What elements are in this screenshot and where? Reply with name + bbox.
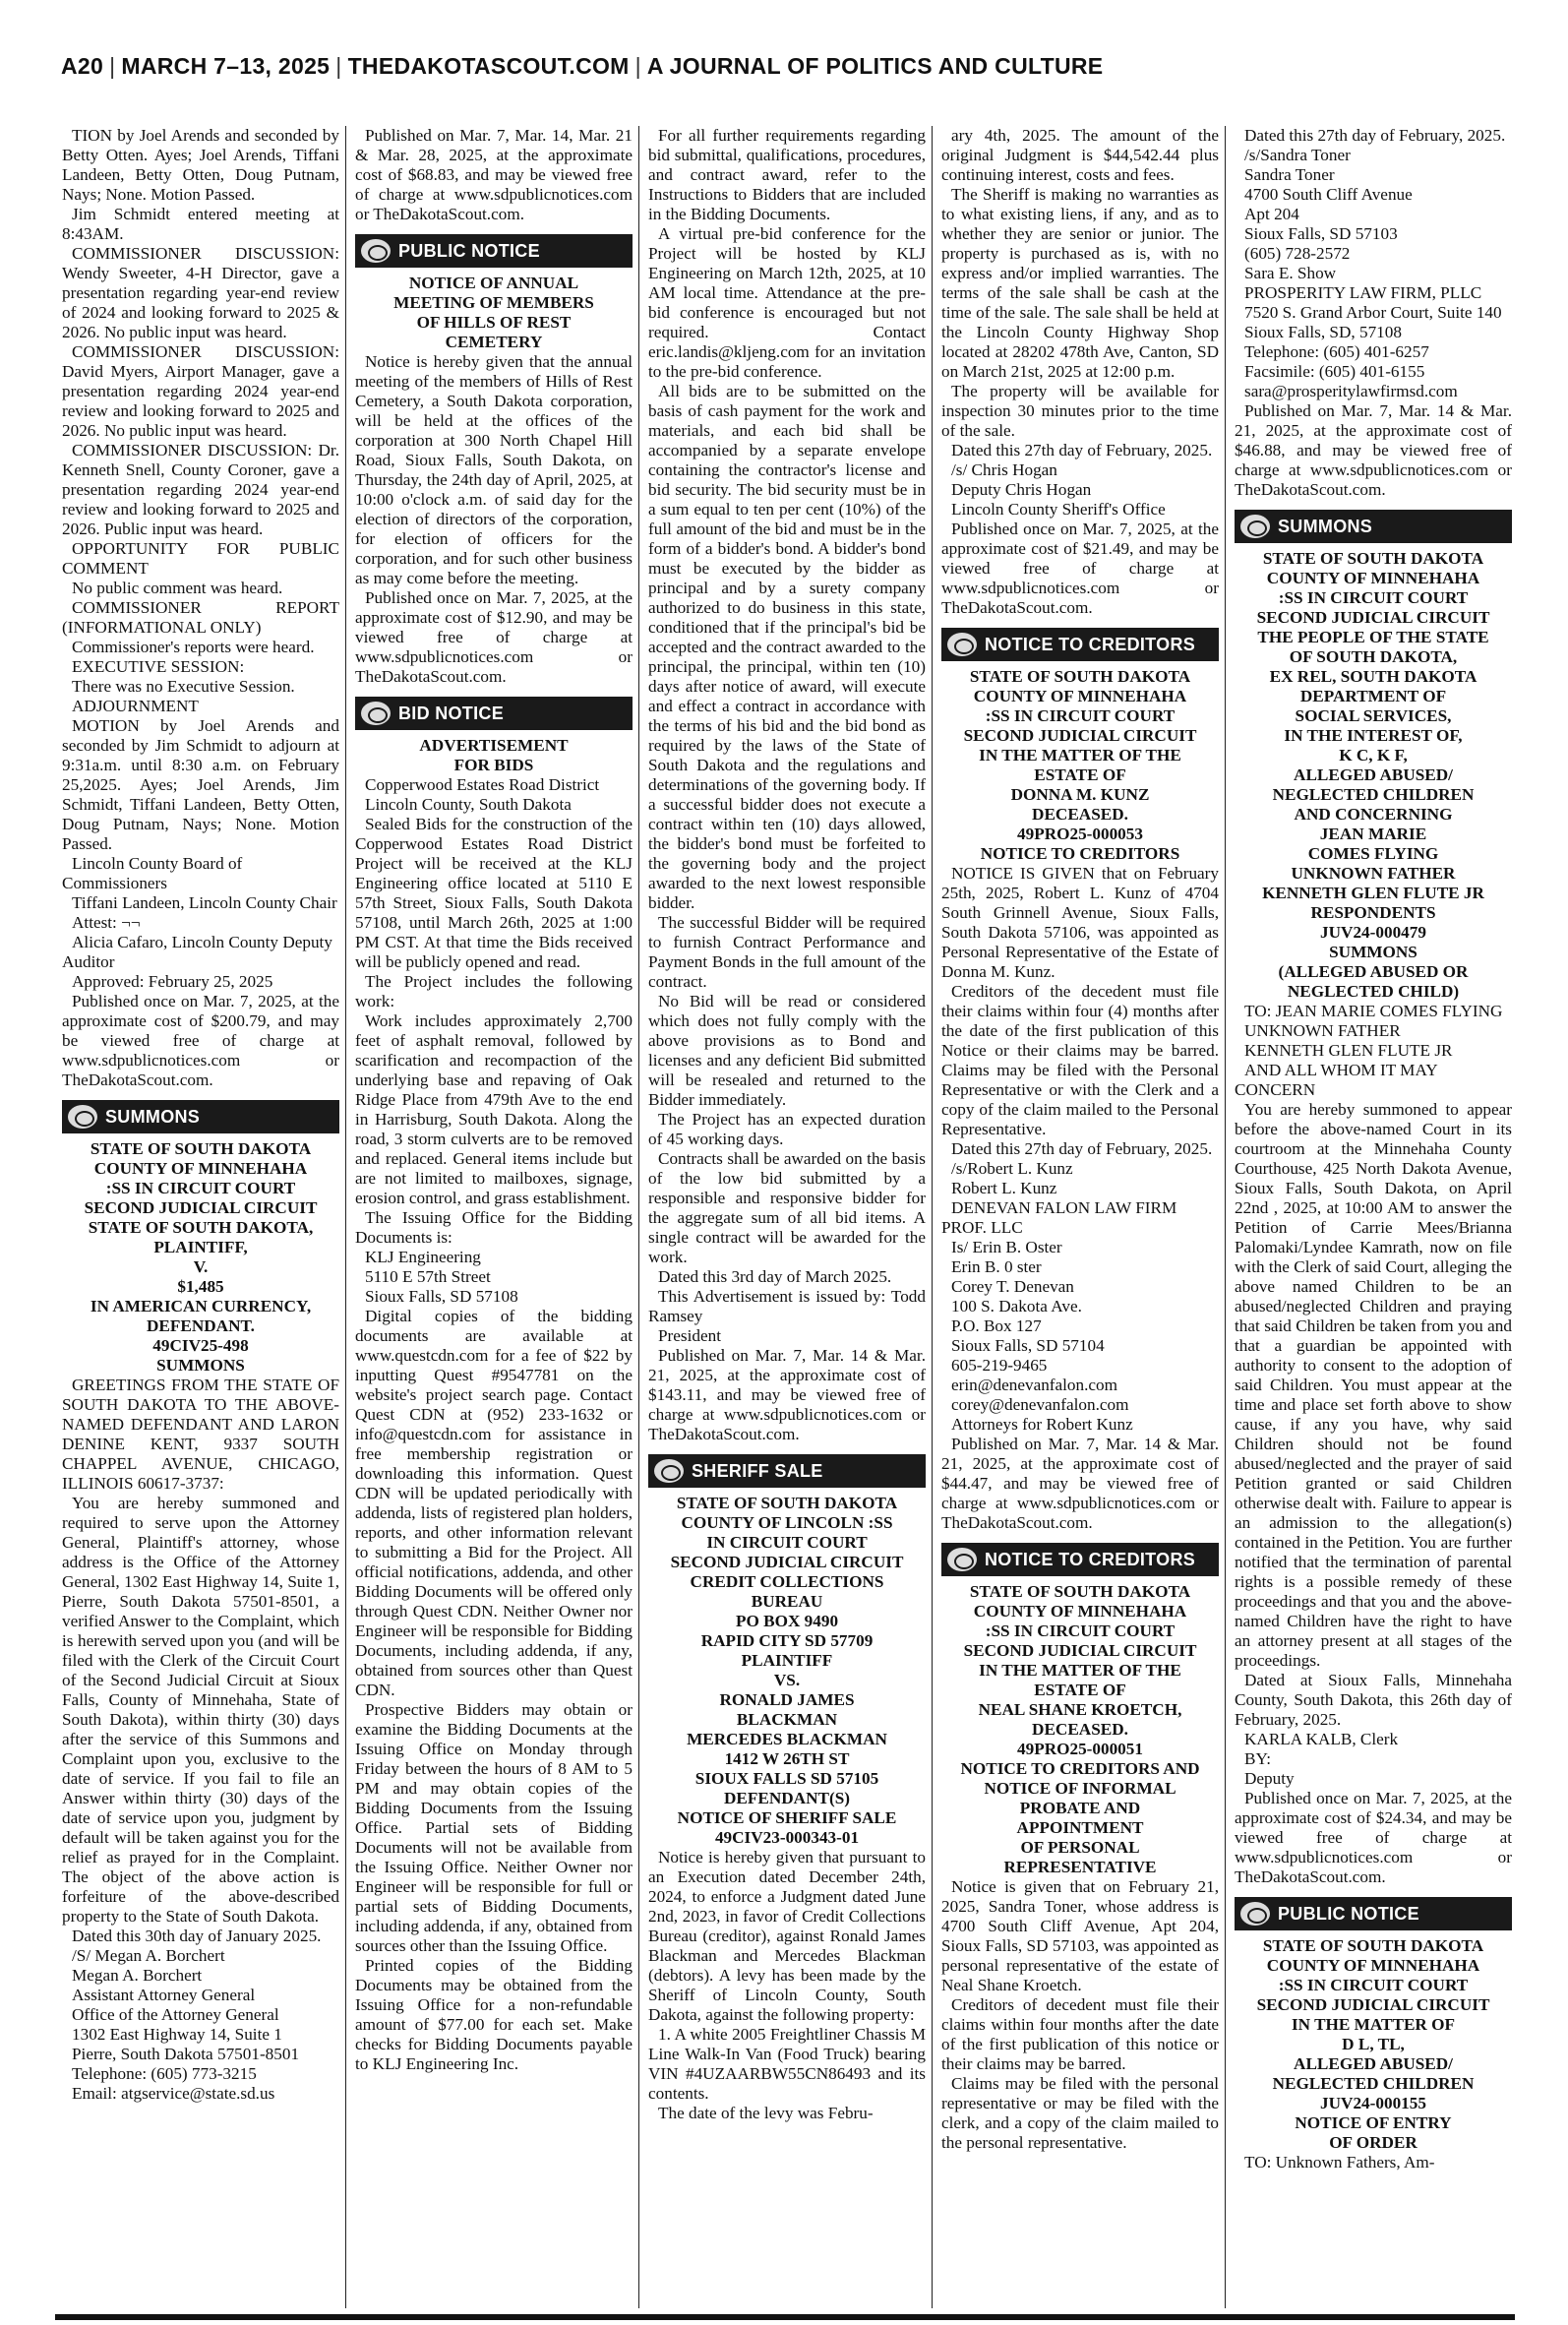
caption-line: SUMMONS [1329, 943, 1417, 961]
caption-line: STATE OF SOUTH DAKOTA [969, 667, 1191, 686]
caption-line: CREDIT COLLECTIONS [690, 1572, 884, 1591]
header-separator: | [634, 53, 641, 79]
caption-line: IN CIRCUIT COURT [706, 1533, 868, 1552]
notice-text: KENNETH GLEN FLUTE JR [1244, 1041, 1453, 1060]
caption-line: OF ORDER [1329, 2133, 1417, 2152]
notice-text: The Project has an expected duration of 45 working days. [648, 1110, 926, 1148]
caption-line: ALLEGED ABUSED/ [1294, 765, 1453, 784]
signature-line: /s/ Chris Hogan [951, 460, 1057, 479]
caption-line: MEETING OF MEMBERS [393, 293, 594, 312]
signature-line: Sandra Toner [1244, 165, 1335, 184]
address-line: Facsimile: (605) 401-6155 [1244, 362, 1425, 381]
caption-line: PROBATE AND [1019, 1799, 1141, 1817]
address-line: 100 S. Dakota Ave. [951, 1297, 1082, 1315]
notice-text: TO: Unknown Fathers, Am- [1244, 2153, 1435, 2172]
bottom-rule [55, 2314, 1515, 2320]
caption-line: NOTICE OF ANNUAL [408, 274, 579, 292]
notice-text: You are hereby summoned and required to serve upon the Attorney General, Plaintiff's attorney, whose address is the Office of the Attorney General, 1302 East Highway 14, Suite 1, Pierre, South Dakota 57501-8501, a verified Answer to the Complaint, which is herewith served upon you (and will be filed with the Clerk of the Circuit Court of the Second Judicial Circuit at Sioux Falls, County of Minnehaha, State of South Dakota), within thirty (30) days after the service of this Summons and Complaint upon you, exclusive to the date of service. If you fail to file an Answer within thirty (30) days of the date of service upon you, judgment by default will be taken against you for the relief as prayed for in the Complaint. The object of the above action is forfeiture of the above-described property to the State of South Dakota. [62, 1494, 339, 1926]
caption-line: OF PERSONAL [1020, 1838, 1140, 1857]
address-line: Sioux Falls, SD 57104 [951, 1336, 1105, 1355]
notice-text: Commissioner's reports were heard. [72, 638, 315, 656]
caption-line: :SS IN CIRCUIT COURT [1278, 588, 1469, 607]
notice-text: The property will be available for inspection 30 minutes prior to the time of the sale. [941, 382, 1219, 440]
notice-text: No public comment was heard. [72, 579, 283, 597]
caption-line: BUREAU [751, 1592, 823, 1611]
notice-text: ADJOURNMENT [72, 697, 199, 715]
caption-line: SECOND JUDICIAL CIRCUIT [84, 1198, 318, 1217]
notice-text: Tiffani Landeen, Lincoln County Chair [72, 893, 337, 912]
caption-line: NEGLECTED CHILDREN [1272, 785, 1475, 804]
caption-line: IN THE INTEREST OF, [1284, 726, 1463, 745]
notice-text: TO: JEAN MARIE COMES FLYING [1244, 1002, 1503, 1020]
caption-line: KENNETH GLEN FLUTE JR [1262, 884, 1484, 902]
section-title: PUBLIC NOTICE [1278, 1904, 1419, 1924]
notice-text: The date of the levy was Febru- [658, 2104, 874, 2122]
notice-text: GREETINGS FROM THE STATE OF SOUTH DAKOTA TO THE ABOVE-NAMED DEFENDANT AND LARON DENINE KENT, 9337 SOUTH CHAPPEL AVENUE, CHICAGO, ILLINOIS 60617-3737: [62, 1376, 339, 1493]
caption-line: IN THE MATTER OF THE [979, 1661, 1181, 1680]
notice-text: Dated this 27th day of February, 2025. [1244, 126, 1506, 145]
publication-note: Published on Mar. 7, Mar. 14, Mar. 21 & Mar. 28, 2025, at the approximate cost of $68.83, and may be viewed free of charge at www.sdpublicnotices.com or TheDakotaScout.com. [355, 126, 633, 223]
caption-line: COUNTY OF MINNEHAHA [973, 687, 1187, 705]
notice-text: Printed copies of the Bidding Documents may be obtained from the Issuing Office for a non-refundable amount of $77.00 for each set. Make checks for Bidding Documents payable to KLJ Engineering Inc. [355, 1956, 633, 2073]
caption-line: ALLEGED ABUSED/ [1294, 2054, 1453, 2073]
caption-line: CEMETERY [445, 333, 543, 351]
caption-line: :SS IN CIRCUIT COURT [985, 706, 1176, 725]
notice-text: Dated this 27th day of February, 2025. [951, 441, 1213, 459]
caption-line: APPOINTMENT [1016, 1818, 1144, 1837]
caption-line: IN AMERICAN CURRENCY, [90, 1297, 312, 1315]
notice-text: MOTION by Joel Arends and seconded by Jim Schmidt to adjourn at 9:31a.m. until 8:30 a.m. on February 25,2025. Ayes; Joel Arends, Jim Schmidt, Tiffani Landeen, Betty Otten, Doug Putnam, Nays; None. Motion Passed. [62, 716, 339, 853]
signature-line: Telephone: (605) 773-3215 [72, 2064, 257, 2083]
caption-line: NOTICE TO CREDITORS AND [960, 1759, 1200, 1778]
address-line: Sioux Falls, SD, 57108 [1244, 323, 1402, 341]
column-rule [345, 126, 346, 2308]
notice-text: Digital copies of the bidding documents are available at www.questcdn.com for a fee of $22 by inputting Quest #9547781 on the website's project search page. Contact Quest CDN at (952) 233-1632 or info@questcdn.com for assistance in free membership registration or downloading this information. Quest CDN will be updated periodically with addenda, lists of registered plan holders, reports, and other information relevant to submitting a Bid for the Project. All official notifications, addenda, and other Bidding Documents will be offered only through Quest CDN. Neither Owner nor Engineer will be responsible for Bidding Documents, including addenda, if any, obtained from sources other than Quest CDN. [355, 1307, 633, 1699]
caption-line: OF HILLS OF REST [416, 313, 572, 332]
notice-text: AND ALL WHOM IT MAY CONCERN [1235, 1061, 1438, 1099]
notice-text: No Bid will be read or considered which does not fully comply with the above provisions as to Bond and licenses and any deficient Bid submitted will be resealed and returned to the Bidder immediately. [648, 992, 926, 1109]
publication-note: Published once on Mar. 7, 2025, at the approximate cost of $24.34, and may be viewed free of charge at www.sdpublicnotices.com or TheDakotaScout.com. [1235, 1789, 1512, 1886]
publication-note: Published on Mar. 7, Mar. 14 & Mar. 21, 2025, at the approximate cost of $44.47, and may be viewed free of charge at www.sdpublicnotices.com or TheDakotaScout.com. [941, 1435, 1219, 1532]
publication-note: Published on Mar. 7, Mar. 14 & Mar. 21, 2025, at the approximate cost of $143.11, and may be viewed free of charge at www.sdpublicnotices.com or TheDakotaScout.com. [648, 1346, 926, 1443]
notice-text: COMMISSIONER DISCUSSION: Dr. Kenneth Snell, County Coroner, gave a presentation regarding 2024 year-end review and looking forward to 2025 and 2026. Public input was heard. [62, 441, 339, 538]
caption-line: V. [193, 1257, 209, 1276]
caption-line: STATE OF SOUTH DAKOTA, [88, 1218, 314, 1237]
caption-line: DECEASED. [1032, 805, 1128, 824]
address-line: Telephone: (605) 401-6257 [1244, 342, 1429, 361]
address-line: P.O. Box 127 [951, 1316, 1042, 1335]
page-header [61, 53, 1517, 87]
section-header-sheriff-sale [648, 1454, 926, 1488]
section-header-notice-to-creditors [941, 628, 1219, 661]
notice-text: Dated this 30th day of January 2025. [72, 1927, 322, 1945]
signature-line: 1302 East Highway 14, Suite 1 [72, 2025, 282, 2044]
caption-line: IN THE MATTER OF THE [979, 746, 1181, 765]
signature-line: Office of the Attorney General [72, 2005, 279, 2024]
signature-line: Deputy [1244, 1769, 1295, 1788]
signature-line: Pierre, South Dakota 57501-8501 [72, 2045, 300, 2063]
caption-line: BLACKMAN [736, 1710, 838, 1729]
notice-text: The successful Bidder will be required to furnish Contract Performance and Payment Bonds in the full amount of the contract. [648, 913, 926, 991]
caption-line: JEAN MARIE [1319, 825, 1427, 843]
signature-line: Lincoln County Sheriff's Office [951, 500, 1166, 519]
scout-logo-icon [1240, 1902, 1270, 1926]
caption-line: SECOND JUDICIAL CIRCUIT [1256, 608, 1490, 627]
caption-line: FOR BIDS [453, 756, 534, 774]
publication-note: Published once on Mar. 7, 2025, at the approximate cost of $200.79, and may be viewed free of charge at www.sdpublicnotices.com or TheDakotaScout.com. [62, 992, 339, 1089]
address-line: 7520 S. Grand Arbor Court, Suite 140 [1244, 303, 1502, 322]
column-4 [941, 126, 1219, 2312]
caption-line: EX REL, SOUTH DAKOTA [1269, 667, 1478, 686]
caption-line: :SS IN CIRCUIT COURT [1278, 1976, 1469, 1994]
notice-text: Approved: February 25, 2025 [72, 972, 273, 991]
signature-line: Is/ Erin B. Oster [951, 1238, 1062, 1256]
column-5 [1235, 126, 1512, 2312]
caption-line: JUV24-000479 [1320, 923, 1426, 942]
caption-line: 49PRO25-000051 [1017, 1740, 1143, 1758]
caption-line: SUMMONS [156, 1356, 245, 1375]
caption-line: THE PEOPLE OF THE STATE [1257, 628, 1489, 646]
address-line: sara@prosperitylawfirmsd.com [1244, 382, 1458, 400]
caption-line: SECOND JUDICIAL CIRCUIT [670, 1553, 904, 1571]
signature-line: Attorneys for Robert Kunz [951, 1415, 1133, 1434]
caption-line: STATE OF SOUTH DAKOTA [1262, 549, 1484, 568]
caption-line: STATE OF SOUTH DAKOTA [90, 1139, 312, 1158]
caption-line: 49PRO25-000053 [1017, 825, 1143, 843]
signature-line: /s/Sandra Toner [1244, 146, 1351, 164]
caption-line: VS. [773, 1671, 801, 1689]
caption-line: 49CIV23-000343-01 [714, 1828, 860, 1847]
notice-text: COMMISSIONER DISCUSSION: Wendy Sweeter, 4-H Director, gave a presentation regarding year-end review of 2024 and looking forward to 2025 & 2026. No public input was heard. [62, 244, 339, 341]
notice-text: UNKNOWN FATHER [1244, 1021, 1401, 1040]
notice-text: NOTICE IS GIVEN that on February 25th, 2025, Robert L. Kunz of 4704 South Grinnell Avenue, Sioux Falls, South Dakota 57106, was appointed as Personal Representative of the Estate of Donna M. Kunz. [941, 864, 1219, 981]
signature-line: DENEVAN FALON LAW FIRM PROF. LLC [941, 1198, 1177, 1237]
scout-logo-icon [1240, 515, 1270, 538]
section-header-summons [62, 1100, 339, 1133]
address-line: Apt 204 [1244, 205, 1299, 223]
notice-text: Creditors of the decedent must file their claims within four (4) months after the date of the first publication of this Notice or their claims may be barred. Claims may be filed with the Personal Representative or with the Clerk and a copy of the claim mailed to the Personal Representative. [941, 982, 1219, 1138]
caption-line: IN THE MATTER OF [1291, 2015, 1455, 2034]
caption-line: MERCEDES BLACKMAN [687, 1730, 887, 1748]
publication-note: Published once on Mar. 7, 2025, at the approximate cost of $21.49, and may be viewed free of charge at www.sdpublicnotices.com or TheDakotaScout.com. [941, 520, 1219, 617]
signature-line: Sara E. Show [1244, 264, 1337, 282]
caption-line: PLAINTIFF [741, 1651, 833, 1670]
notice-text: Sealed Bids for the construction of the Copperwood Estates Road District Project will be received at the KLJ Engineering office located at 5110 E 57th Street, Sioux Falls, South Dakota 57108, until March 26th, 2025 at 1:00 PM CST. At that time the Bids received will be publicly opened and read. [355, 815, 633, 971]
caption-line: AND CONCERNING [1294, 805, 1453, 824]
signature-line: Deputy Chris Hogan [951, 480, 1092, 499]
caption-line: NEGLECTED CHILDREN [1272, 2074, 1475, 2093]
caption-line: 1412 W 26TH ST [724, 1749, 850, 1768]
header-separator: | [109, 53, 116, 79]
notice-text: Notice is hereby given that the annual meeting of the members of Hills of Rest Cemetery, a South Dakota corporation, will be held at the offices of the corporation at 300 North Chapel Hill Road, Sioux Falls, South Dakota, on Thursday, the 24th day of April, 2025, at 10:00 o'clock a.m. of said day for the election of directors of the corporation, for election of officers for the corporation, and for such other business as may come before the meeting. [355, 352, 633, 587]
signature-line: Robert L. Kunz [951, 1179, 1057, 1197]
address-line: (605) 728-2572 [1244, 244, 1351, 263]
address-line: Sioux Falls, SD 57108 [365, 1287, 518, 1306]
caption-line: SOCIAL SERVICES, [1295, 706, 1452, 725]
notice-text: Contracts shall be awarded on the basis of the low bid submitted by a responsible and responsive bidder for the aggregate sum of all bid items. A single contract will be awarded for the work. [648, 1149, 926, 1266]
publication-note: Published on Mar. 7, Mar. 14 & Mar. 21, 2025, at the approximate cost of $46.88, and may be viewed free of charge at www.sdpublicnotices.com or TheDakotaScout.com. [1235, 401, 1512, 499]
caption-line: $1,485 [177, 1277, 224, 1296]
section-title: SHERIFF SALE [692, 1461, 823, 1481]
caption-line: PO BOX 9490 [735, 1612, 839, 1630]
notice-text: Claims may be filed with the personal representative or may be filed with the clerk, and a copy of the claim mailed to the personal representative. [941, 2074, 1219, 2152]
signature-line: Email: atgservice@state.sd.us [72, 2084, 275, 2103]
signature-line: Corey T. Denevan [951, 1277, 1074, 1296]
caption-line: DEFENDANT. [147, 1316, 255, 1335]
notice-text: Notice is given that on February 21, 2025, Sandra Toner, whose address is 4700 South Cliff Avenue, Apt 204, Sioux Falls, SD 57103, was appointed as personal representative of the estate of Neal Shane Kroetch. [941, 1877, 1219, 1994]
caption-line: SECOND JUDICIAL CIRCUIT [963, 726, 1197, 745]
issue-dates: MARCH 7–13, 2025 [121, 53, 331, 79]
column-rule [638, 126, 639, 2308]
caption-line: ESTATE OF [1034, 765, 1126, 784]
notice-text: TION by Joel Arends and seconded by Betty Otten. Ayes; Joel Arends, Tiffani Landeen, Betty Otten, Doug Putnam, Nays; None. Motion Passed. [62, 126, 339, 204]
caption-line: NOTICE OF INFORMAL [984, 1779, 1176, 1798]
caption-line: NOTICE OF ENTRY [1295, 2113, 1452, 2132]
column-2 [355, 126, 633, 2312]
scout-logo-icon [947, 633, 977, 656]
caption-line: COUNTY OF MINNEHAHA [1266, 1956, 1480, 1975]
caption-line: RESPONDENTS [1310, 903, 1436, 922]
address-line: 605-219-9465 [951, 1356, 1048, 1375]
caption-line: NOTICE OF SHERIFF SALE [677, 1808, 897, 1827]
address-line: KLJ Engineering [365, 1248, 481, 1266]
caption-line: STATE OF SOUTH DAKOTA [676, 1494, 898, 1512]
notice-text: The Project includes the following work: [355, 972, 633, 1010]
caption-line: 49CIV25-498 [152, 1336, 249, 1355]
scout-logo-icon [361, 239, 391, 263]
address-line: 4700 South Cliff Avenue [1244, 185, 1413, 204]
signature-line: KARLA KALB, Clerk [1244, 1730, 1399, 1748]
caption-line: (ALLEGED ABUSED OR [1278, 962, 1469, 981]
column-rule [932, 126, 933, 2308]
notice-text: This Advertisement is issued by: Todd Ramsey [648, 1287, 926, 1325]
caption-line: ESTATE OF [1034, 1681, 1126, 1699]
signature-line: Megan A. Borchert [72, 1966, 203, 1985]
notice-text: Copperwood Estates Road District [365, 775, 600, 794]
caption-line: :SS IN CIRCUIT COURT [105, 1179, 296, 1197]
column-1 [62, 126, 339, 2312]
notice-text: Dated this 3rd day of March 2025. [658, 1267, 892, 1286]
address-line: 5110 E 57th Street [365, 1267, 491, 1286]
caption-line: JUV24-000155 [1320, 2094, 1426, 2112]
notice-text: All bids are to be submitted on the basis of cash payment for the work and materials, and each bid shall be accompanied by a separate envelope containing the contractor's license and bid security. The bid security must be in a sum equal to ten per cent (10%) of the full amount of the bid and must be in the form of a bidder's bond. A bidder's bond must be executed by the bidder as principal and by a surety company authorized to do business in this state, conditioned that if the principal's bid be accepted and the contract awarded to the principal, the principal, within ten (10) days after notice of award, will execute and effect a contract in accordance with the terms of his bid and the bid bond as required by the laws of the State of South Dakota and the regulations and determinations of the governing body. If a successful bidder does not execute a contract within ten (10) days allowed, the bidder's bond must be forfeited to the governing body and the project awarded to the next lowest responsible bidder. [648, 382, 926, 912]
signature-line: PROSPERITY LAW FIRM, PLLC [1244, 283, 1482, 302]
caption-line: OF SOUTH DAKOTA, [1289, 647, 1458, 666]
notice-text: Attest: ¬¬ [72, 913, 141, 932]
caption-line: DECEASED. [1032, 1720, 1128, 1739]
notice-text: COMMISSIONER DISCUSSION: David Myers, Airport Manager, gave a presentation regarding 2024 year-end review and looking forward to 2025 and 2026. No public input was heard. [62, 342, 339, 440]
address-line: erin@denevanfalon.com [951, 1376, 1118, 1394]
notice-text: Dated at Sioux Falls, Minnehaha County, South Dakota, this 26th day of February, 2025. [1235, 1671, 1512, 1729]
notice-text: 1. A white 2005 Freightliner Chassis M Line Walk-In Van (Food Truck) bearing VIN #4UZAARBW55CN86493 and its contents. [648, 2025, 926, 2103]
caption-line: DEPARTMENT OF [1299, 687, 1447, 705]
caption-line: NEGLECTED CHILD) [1287, 982, 1460, 1001]
signature-line: Assistant Attorney General [72, 1986, 256, 2004]
notice-text: President [658, 1326, 721, 1345]
notice-text: Work includes approximately 2,700 feet of asphalt removal, followed by scarification and recompaction of the underlying base and repaving of Oak Ridge Place from 479th Ave to the end in Harrisburg, South Dakota. Along the road, 3 storm culverts are to be removed and replaced. General items include but are not limited to mailboxes, signage, erosion control, and grass establishment. [355, 1011, 633, 1207]
section-title: SUMMONS [105, 1107, 201, 1127]
notice-text: Lincoln County Board of Commissioners [62, 854, 243, 892]
column-3 [648, 126, 926, 2312]
notice-text: Notice is hereby given that pursuant to an Execution dated December 24th, 2024, to enforce a Judgment dated June 2nd, 2023, in favor of Credit Collections Bureau (creditor), against Ronald James Blackman and Mercedes Blackman (debtors). A levy has been made by the Sheriff of Lincoln County, South Dakota, against the following property: [648, 1848, 926, 2024]
caption-line: RONALD JAMES [719, 1690, 855, 1709]
scout-logo-icon [654, 1459, 684, 1483]
signature-line: Erin B. 0 ster [951, 1257, 1042, 1276]
section-header-bid-notice [355, 697, 633, 730]
notice-text: Lincoln County, South Dakota [365, 795, 572, 814]
column-rule [1225, 126, 1226, 2308]
caption-line: RAPID CITY SD 57709 [700, 1631, 874, 1650]
caption-line: ADVERTISEMENT [419, 736, 569, 755]
caption-line: NEAL SHANE KROETCH, [978, 1700, 1182, 1719]
section-title: NOTICE TO CREDITORS [985, 1550, 1196, 1569]
caption-line: DEFENDANT(S) [724, 1789, 850, 1807]
caption-line: COUNTY OF LINCOLN :SS [681, 1513, 893, 1532]
signature-line: /S/ Megan A. Borchert [72, 1946, 225, 1965]
notice-text: The Sheriff is making no warranties as to what existing liens, if any, and as to whether they are senior or junior. The property is purchased as is, with no express and/or implied warranties. The terms of the sale shall be cash at the time of the sale. The sale shall be held at the Lincoln County Highway Shop located at 28202 478th Ave, Canton, SD on March 21st, 2025 at 12:00 p.m. [941, 185, 1219, 381]
scout-logo-icon [68, 1105, 97, 1129]
caption-line: SECOND JUDICIAL CIRCUIT [963, 1641, 1197, 1660]
section-title: SUMMONS [1278, 517, 1373, 536]
caption-line: STATE OF SOUTH DAKOTA [1262, 1936, 1484, 1955]
section-header-public-notice [355, 234, 633, 268]
notice-text: EXECUTIVE SESSION: [72, 657, 245, 676]
caption-line: COMES FLYING [1307, 844, 1439, 863]
notice-text: COMMISSIONER REPORT (INFORMATIONAL ONLY) [62, 598, 339, 637]
notice-text: ary 4th, 2025. The amount of the original Judgment is $44,542.44 plus continuing interest, costs and fees. [941, 126, 1219, 184]
notice-text: The Issuing Office for the Bidding Documents is: [355, 1208, 633, 1247]
notice-text: A virtual pre-bid conference for the Project will be hosted by KLJ Engineering on March 12th, 2025, at 10 AM local time. Attendance at the pre-bid conference is encouraged but not required. Contact eric.landis@kljeng.com for an invitation to the pre-bid conference. [648, 224, 926, 381]
section-title: PUBLIC NOTICE [398, 241, 540, 261]
caption-line: SECOND JUDICIAL CIRCUIT [1256, 1995, 1490, 2014]
caption-line: D L, TL, [1342, 2035, 1405, 2053]
caption-line: :SS IN CIRCUIT COURT [985, 1621, 1176, 1640]
site-name: THEDAKOTASCOUT.COM [347, 53, 630, 79]
section-header-summons [1235, 510, 1512, 543]
caption-line: REPRESENTATIVE [1003, 1858, 1157, 1876]
caption-line: COUNTY OF MINNEHAHA [1266, 569, 1480, 587]
caption-line: COUNTY OF MINNEHAHA [973, 1602, 1187, 1621]
address-line: corey@denevanfalon.com [951, 1395, 1129, 1414]
notice-text: Dated this 27th day of February, 2025. [951, 1139, 1213, 1158]
header-separator: | [335, 53, 342, 79]
notice-text: There was no Executive Session. [72, 677, 295, 696]
caption-line: PLAINTIFF, [153, 1238, 248, 1256]
signature-line: BY: [1244, 1749, 1272, 1768]
section-header-public-notice [1235, 1897, 1512, 1930]
notice-text: Creditors of decedent must file their claims within four months after the date of the first publication of this notice or their claims may be barred. [941, 1995, 1219, 2073]
publication-note: Published once on Mar. 7, 2025, at the approximate cost of $12.90, and may be viewed free of charge at www.sdpublicnotices.com or TheDakotaScout.com. [355, 588, 633, 686]
signature-line: /s/Robert L. Kunz [951, 1159, 1073, 1178]
notice-text: You are hereby summoned to appear before the above-named Court in its courtroom at the Minnehaha County Courthouse, 425 North Dakota Avenue, Sioux Falls, South Dakota, on April 22nd , 2025, at 10:00 AM to answer the Petition of Carrie Mees/Brianna Palomaki/Lyndee Kamrath, now on file with the Clerk of said Court, alleging the above named Children to be an abused/neglected Children and praying that said Children be taken from you and that a guardian be appointed with authority to consent to the adoption of said Children. You must appear at the time and place set forth above to show cause, if any you have, why said Children should not be found abused/neglected and the prayer of said Petition granted or said Children otherwise dealt with. Failure to appear is an admission to the allegation(s) contained in the Petition. You are further notified that the termination of parental rights is a possible remedy of these proceedings and that you and the above-named Children have the right to have an attorney present at all stages of the proceedings. [1235, 1100, 1512, 1670]
section-header-notice-to-creditors [941, 1543, 1219, 1576]
address-line: Sioux Falls, SD 57103 [1244, 224, 1398, 243]
notice-text: For all further requirements regarding bid submittal, qualifications, procedures, and contract award, refer to the Instructions to Bidders that are included in the Bidding Documents. [648, 126, 926, 223]
notice-text: Alicia Cafaro, Lincoln County Deputy Auditor [62, 933, 332, 971]
caption-line: NOTICE TO CREDITORS [980, 844, 1180, 863]
caption-line: DONNA M. KUNZ [1010, 785, 1150, 804]
notice-text: OPPORTUNITY FOR PUBLIC COMMENT [62, 539, 339, 578]
scout-logo-icon [947, 1548, 977, 1571]
scout-logo-icon [361, 702, 391, 725]
caption-line: K C, K F, [1339, 746, 1408, 765]
caption-line: STATE OF SOUTH DAKOTA [969, 1582, 1191, 1601]
caption-line: UNKNOWN FATHER [1291, 864, 1456, 883]
notice-text: Prospective Bidders may obtain or examine the Bidding Documents at the Issuing Office on Monday through Friday between the hours of 8 AM to 5 PM and may obtain copies of the Bidding Documents from the Issuing Office. Partial sets of Bidding Documents will not be available from the Issuing Office. Neither Owner nor Engineer will be responsible for full or partial sets of Bidding Documents, including addenda, if any, obtained from sources other than the Issuing Office. [355, 1700, 633, 1955]
tagline: A JOURNAL OF POLITICS AND CULTURE [646, 53, 1104, 79]
section-title: NOTICE TO CREDITORS [985, 635, 1196, 654]
page-number: A20 [61, 53, 104, 79]
caption-line: SIOUX FALLS SD 57105 [694, 1769, 879, 1788]
caption-line: COUNTY OF MINNEHAHA [93, 1159, 308, 1178]
section-title: BID NOTICE [398, 704, 505, 723]
notice-text: Jim Schmidt entered meeting at 8:43AM. [62, 205, 339, 243]
